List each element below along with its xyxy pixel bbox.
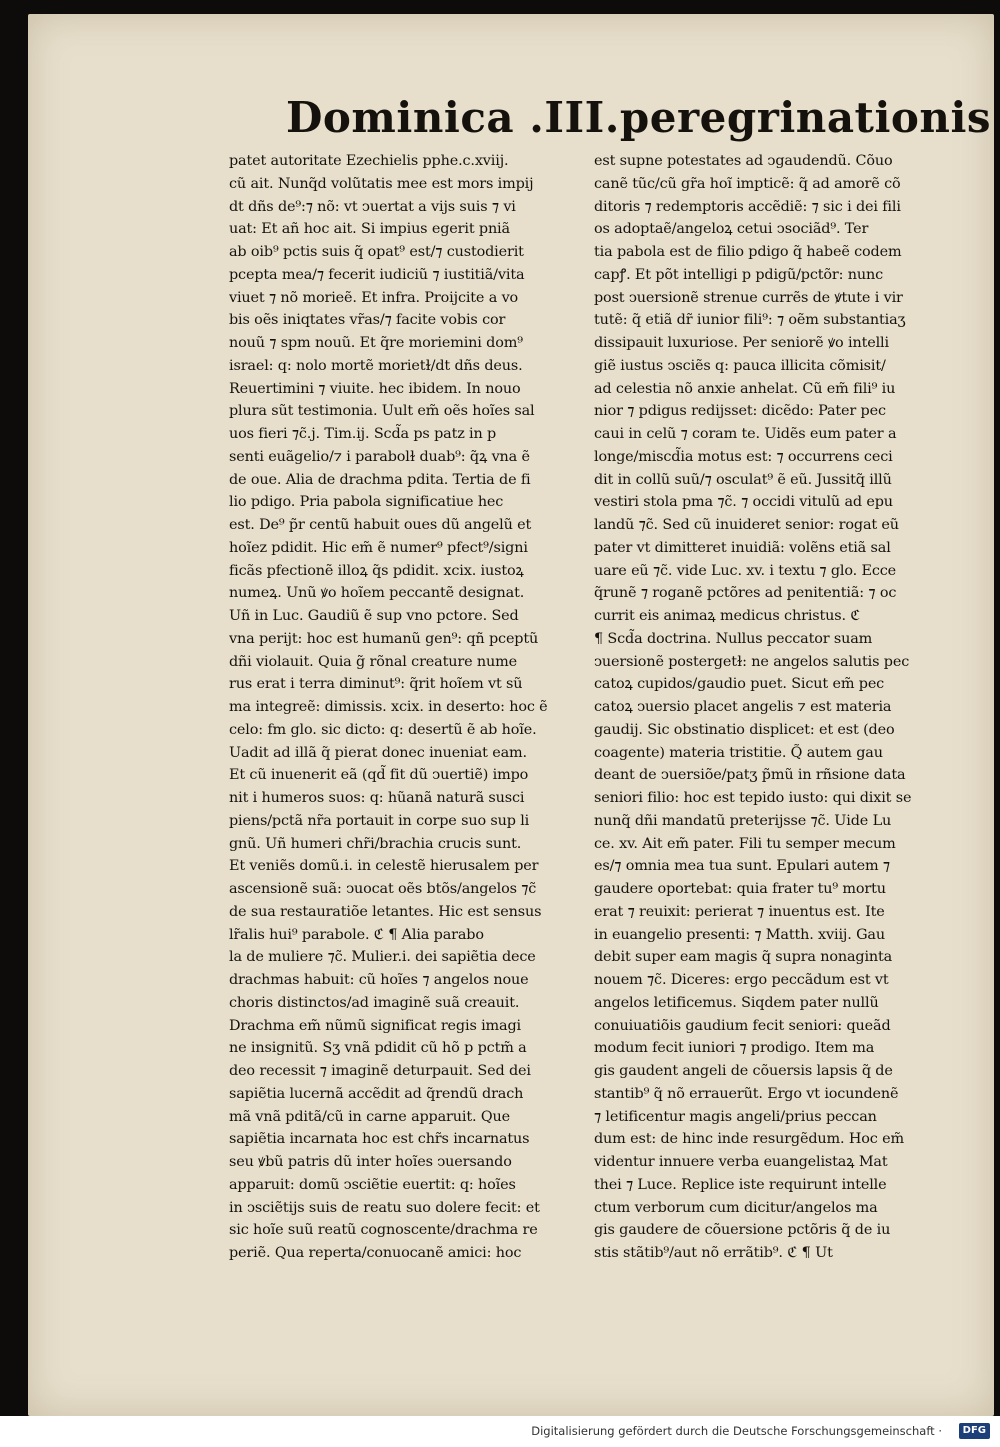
text-line: apparuit: domũ ↄsciẽtie euertit: q: hoĩes (229, 1176, 516, 1193)
text-line: ce. xv. Ait em̃ pater. Fili tu semper mecum (594, 835, 896, 852)
text-line: catoꝝ ↄuersio placet angelis ⁊ est materia (594, 699, 892, 715)
text-line: pater vt dimitteret inuidiã: volẽns etiã sal (594, 539, 891, 556)
text-line: choris distinctos/ad imaginẽ suã creauit. (229, 994, 520, 1011)
text-line: stantib⁹ q̃ nõ errauerũt. Ergo vt iocundenẽ (594, 1085, 899, 1102)
text-line: dñi violauit. Quia g̃ rõnal creature nume (229, 653, 517, 670)
text-line: Et cũ inuenerit eã (qd̃ fit dũ ↄuertiẽ) impo (229, 767, 529, 784)
text-line: periẽ. Qua reperta/conuocanẽ amici: hoc (229, 1245, 522, 1261)
text-line: coagente) materia tristitie. Q̃ autem gau (594, 744, 883, 761)
text-line: in euangelio presenti: ⁊ Matth. xviij. Gau (594, 926, 885, 943)
text-line: vna perijt: hoc est humanũ gen⁹: qñ pceptũ (229, 630, 539, 647)
text-line: nouũ ⁊ spm nouũ. Et q̃re moriemini dom⁹ (229, 335, 523, 351)
text-line: israel: q: nolo mortẽ morietɫ/dt dñs deus. (229, 357, 523, 374)
text-line: catoꝝ cupidos/gaudio puet. Sicut em̃ pec (594, 676, 885, 693)
text-line: senti euãgelio/⁊ i parabolɫ duab⁹: q̃ꝝ vna ẽ (229, 448, 530, 465)
text-line: Uadit ad illã q̃ pierat donec inueniat eam. (229, 744, 527, 761)
text-line: drachmas habuit: cũ hoĩes ⁊ angelos noue (229, 972, 529, 988)
text-line: uat: Et añ hoc ait. Si impius egerit pniã (229, 221, 510, 238)
text-line: q̃runẽ ⁊ roganẽ pctõres ad penitentiã: ⁊ oc (594, 585, 897, 602)
text-line: numeꝝ. Unũ ꝟo hoĩem peccantẽ designat. (229, 585, 525, 602)
text-line: seniori filio: hoc est tepido iusto: qui dixit se (594, 790, 912, 806)
text-line: conuiuatiõis gaudium fecit seniori: queãd (594, 1017, 891, 1034)
text-line: celo: fm glo. sic dicto: q: desertũ ẽ ab hoĩe. (229, 721, 537, 738)
text-line: Reuertimini ⁊ viuite. hec ibidem. In nouo (229, 380, 521, 397)
text-line: dissipauit luxuriose. Per seniorẽ ꝟo intelli (594, 335, 889, 351)
text-line: nunq̃ dñi mandatũ preterijsse ⁊c̃. Uide Lu (594, 812, 892, 829)
text-line: uos fieri ⁊c̃.j. Tim.ij. Scd̃a ps patz in p (229, 426, 497, 442)
text-line: debit super eam magis q̃ supra nonaginta (594, 949, 893, 966)
digitization-footer (0, 1416, 1000, 1447)
text-line: est. De⁹ p̃r centũ habuit oues dũ angelũ et (229, 517, 532, 533)
text-line: seu ꝟbũ patris dũ inter hoĩes ↄuersando (229, 1154, 512, 1170)
text-line: gaudere oportebat: quia frater tu⁹ mortu (594, 881, 886, 897)
dfg-logo: DFG (959, 1423, 990, 1439)
text-line: piens/pctã nr̃a portauit in corpe suo sup li (229, 812, 530, 829)
text-line: Et veniẽs domũ.i. in celestẽ hierusalem per (229, 858, 539, 875)
text-line: dit in collũ suũ/⁊ osculat⁹ ẽ eũ. Jussitq̃ illũ (594, 471, 892, 488)
text-line: ascensionẽ suã: ↄuocat oẽs btõs/angelos ⁊c̃ (229, 881, 537, 897)
text-line: ad celestia nõ anxie anhelat. Cũ em̃ fili⁹ iu (594, 380, 896, 397)
text-line: capꝭ. Et põt intelligi p pdigũ/pctõr: nunc (594, 266, 884, 283)
text-line: videntur innuere verba euangelistaꝝ Mat (594, 1154, 888, 1170)
text-line: bis oẽs iniqtates vr̃as/⁊ facite vobis cor (229, 312, 506, 329)
text-line: nit i humeros suos: q: hũanã naturã susci (229, 790, 525, 806)
text-line: canẽ tũc/cũ gr̃a hoĩ impticẽ: q̃ ad amorẽ cõ (594, 175, 901, 192)
text-line: cũ ait. Nunq̃d volũtatis mee est mors impij (229, 175, 534, 192)
text-line: giẽ iustus ↄsciẽs q: pauca illicita cõmisit/ (594, 357, 886, 374)
text-line: angelos letificemus. Siqdem pater nullũ (594, 994, 879, 1011)
text-line: ma integreẽ: dimissis. xcix. in deserto: hoc ẽ (229, 699, 548, 715)
text-line: longe/miscd̃ia motus est: ⁊ occurrens ceci (594, 448, 893, 465)
text-line: lio pdigo. Pria pabola significatiue hec (229, 494, 504, 511)
text-line: dt dñs de⁹:⁊ nõ: vt ↄuertat a vijs suis ⁊ vi (229, 198, 516, 215)
text-line: mã vnã pditã/cũ in carne apparuit. Que (229, 1108, 510, 1125)
text-line: gis gaudent angeli de cõuersis lapsis q̃ de (594, 1063, 893, 1079)
text-line: tia pabola est de filio pdigo q̃ habeẽ codem (594, 244, 902, 260)
text-line: deant de ↄuersiõe/patʒ p̃mũ in rñsione data (594, 767, 906, 784)
text-line: uare eũ ⁊c̃. vide Luc. xv. i textu ⁊ glo. Ecce (594, 562, 897, 579)
text-line: ficãs pfectionẽ illoꝝ q̃s pdidit. xcix. iustoꝝ (229, 562, 524, 579)
text-line: lr̃alis hui⁹ parabole. ℭ ¶ Alia parabo (229, 926, 484, 943)
text-line: est supne potestates ad ↄgaudendũ. Cõuo (594, 153, 893, 169)
text-line: nouem ⁊c̃. Diceres: ergo peccãdum est vt (594, 972, 889, 988)
text-line: patet autoritate Ezechielis pphe.c.xviij. (229, 153, 509, 169)
book-page (28, 14, 994, 1416)
text-line: Uñ in Luc. Gaudiũ ẽ sup vno pctore. Sed (229, 608, 519, 624)
text-line: dum est: de hinc inde resurgẽdum. Hoc em̃ (594, 1131, 904, 1148)
text-line: nior ⁊ pdigus redijsset: dicẽdo: Pater pec (594, 403, 886, 420)
text-line: erat ⁊ reuixit: perierat ⁊ inuentus est. Ite (594, 903, 885, 920)
text-line: ↄuersionẽ postergetɫ: ne angelos salutis pec (594, 653, 910, 670)
text-line: de oue. Alia de drachma pdita. Tertia de fi (229, 471, 531, 488)
text-line: rus erat i terra diminut⁹: q̃rit hoĩem vt sũ (229, 676, 523, 693)
text-line: viuet ⁊ nõ morieẽ. Et infra. Proijcite a vo (229, 289, 519, 306)
left-text-column (229, 150, 595, 1265)
funding-credit: Digitalisierung gefördert durch die Deutsche Forschungsgemeinschaft · (531, 1424, 942, 1438)
text-line: es/⁊ omnia mea tua sunt. Epulari autem ⁊ (594, 858, 890, 875)
text-line: post ↄuersionẽ strenue currẽs de ꝟtute i vir (594, 289, 903, 306)
text-line: modum fecit iuniori ⁊ prodigo. Item ma (594, 1040, 875, 1057)
text-line: plura sũt testimonia. Uult em̃ oẽs hoĩes sal (229, 403, 535, 420)
text-line: caui in celũ ⁊ coram te. Uidẽs eum pater a (594, 426, 897, 442)
running-head: Dominica .III.peregrinationis (286, 93, 992, 142)
text-line: thei ⁊ Luce. Replice iste requirunt intelle (594, 1176, 887, 1193)
text-line: ab oib⁹ pctis suis q̃ opat⁹ est/⁊ custodierit (229, 244, 524, 260)
text-line: vestiri stola pma ⁊c̃. ⁊ occidi vitulũ ad epu (594, 494, 893, 511)
text-line: ⁊ letificentur magis angeli/prius peccan (594, 1108, 877, 1125)
text-line: pcepta mea/⁊ fecerit iudiciũ ⁊ iustitiã/vita (229, 266, 525, 283)
text-line: gnũ. Uñ humeri chr̃i/brachia crucis sunt. (229, 835, 522, 852)
text-line: os adoptaẽ/angeloꝝ cetui ↄsociãd⁹. Ter (594, 221, 869, 238)
text-line: in ↄsciẽtijs suis de reatu suo dolere fecit: et (229, 1199, 540, 1216)
text-line: sapiẽtia incarnata hoc est chr̃s incarnatus (229, 1131, 530, 1148)
text-line: tutẽ: q̃ etiã dr̃ iunior fili⁹: ⁊ oẽm substantiaʒ (594, 312, 906, 329)
text-line: ne insignitũ. Sʒ vnã pdidit cũ hõ p pctm̃ a (229, 1040, 527, 1057)
text-line: sic hoĩe suũ reatũ cognoscente/drachma re (229, 1222, 538, 1239)
text-line: ctum verborum cum dicitur/angelos ma (594, 1199, 878, 1216)
text-line: sapiẽtia lucernã accẽdit ad q̃rendũ drach (229, 1085, 524, 1102)
text-line: hoĩez pdidit. Hic em̃ ẽ numer⁹ pfect⁹/signi (229, 539, 528, 556)
text-line: stis stãtib⁹/aut nõ errãtib⁹. ℭ ¶ Ut (594, 1245, 833, 1261)
text-line: gis gaudere de cõuersione pctõris q̃ de iu (594, 1222, 891, 1239)
text-line: deo recessit ⁊ imaginẽ deturpauit. Sed dei (229, 1063, 531, 1079)
right-text-column (594, 150, 960, 1265)
text-line: ditoris ⁊ redemptoris accẽdiẽ: ⁊ sic i dei fili (594, 198, 901, 215)
text-line: de sua restauratiõe letantes. Hic est sensus (229, 903, 542, 920)
text-line: gaudij. Sic obstinatio displicet: et est (deo (594, 721, 895, 738)
text-line: landũ ⁊c̃. Sed cũ inuideret senior: rogat eũ (594, 517, 899, 533)
text-line: currit eis animaꝝ medicus christus. ℭ (594, 608, 860, 624)
text-line: ¶ Scd̃a doctrina. Nullus peccator suam (594, 630, 873, 647)
text-line: Drachma em̃ nũmũ significat regis imagi (229, 1017, 521, 1034)
text-line: la de muliere ⁊c̃. Mulier.i. dei sapiẽtia dece (229, 949, 536, 966)
